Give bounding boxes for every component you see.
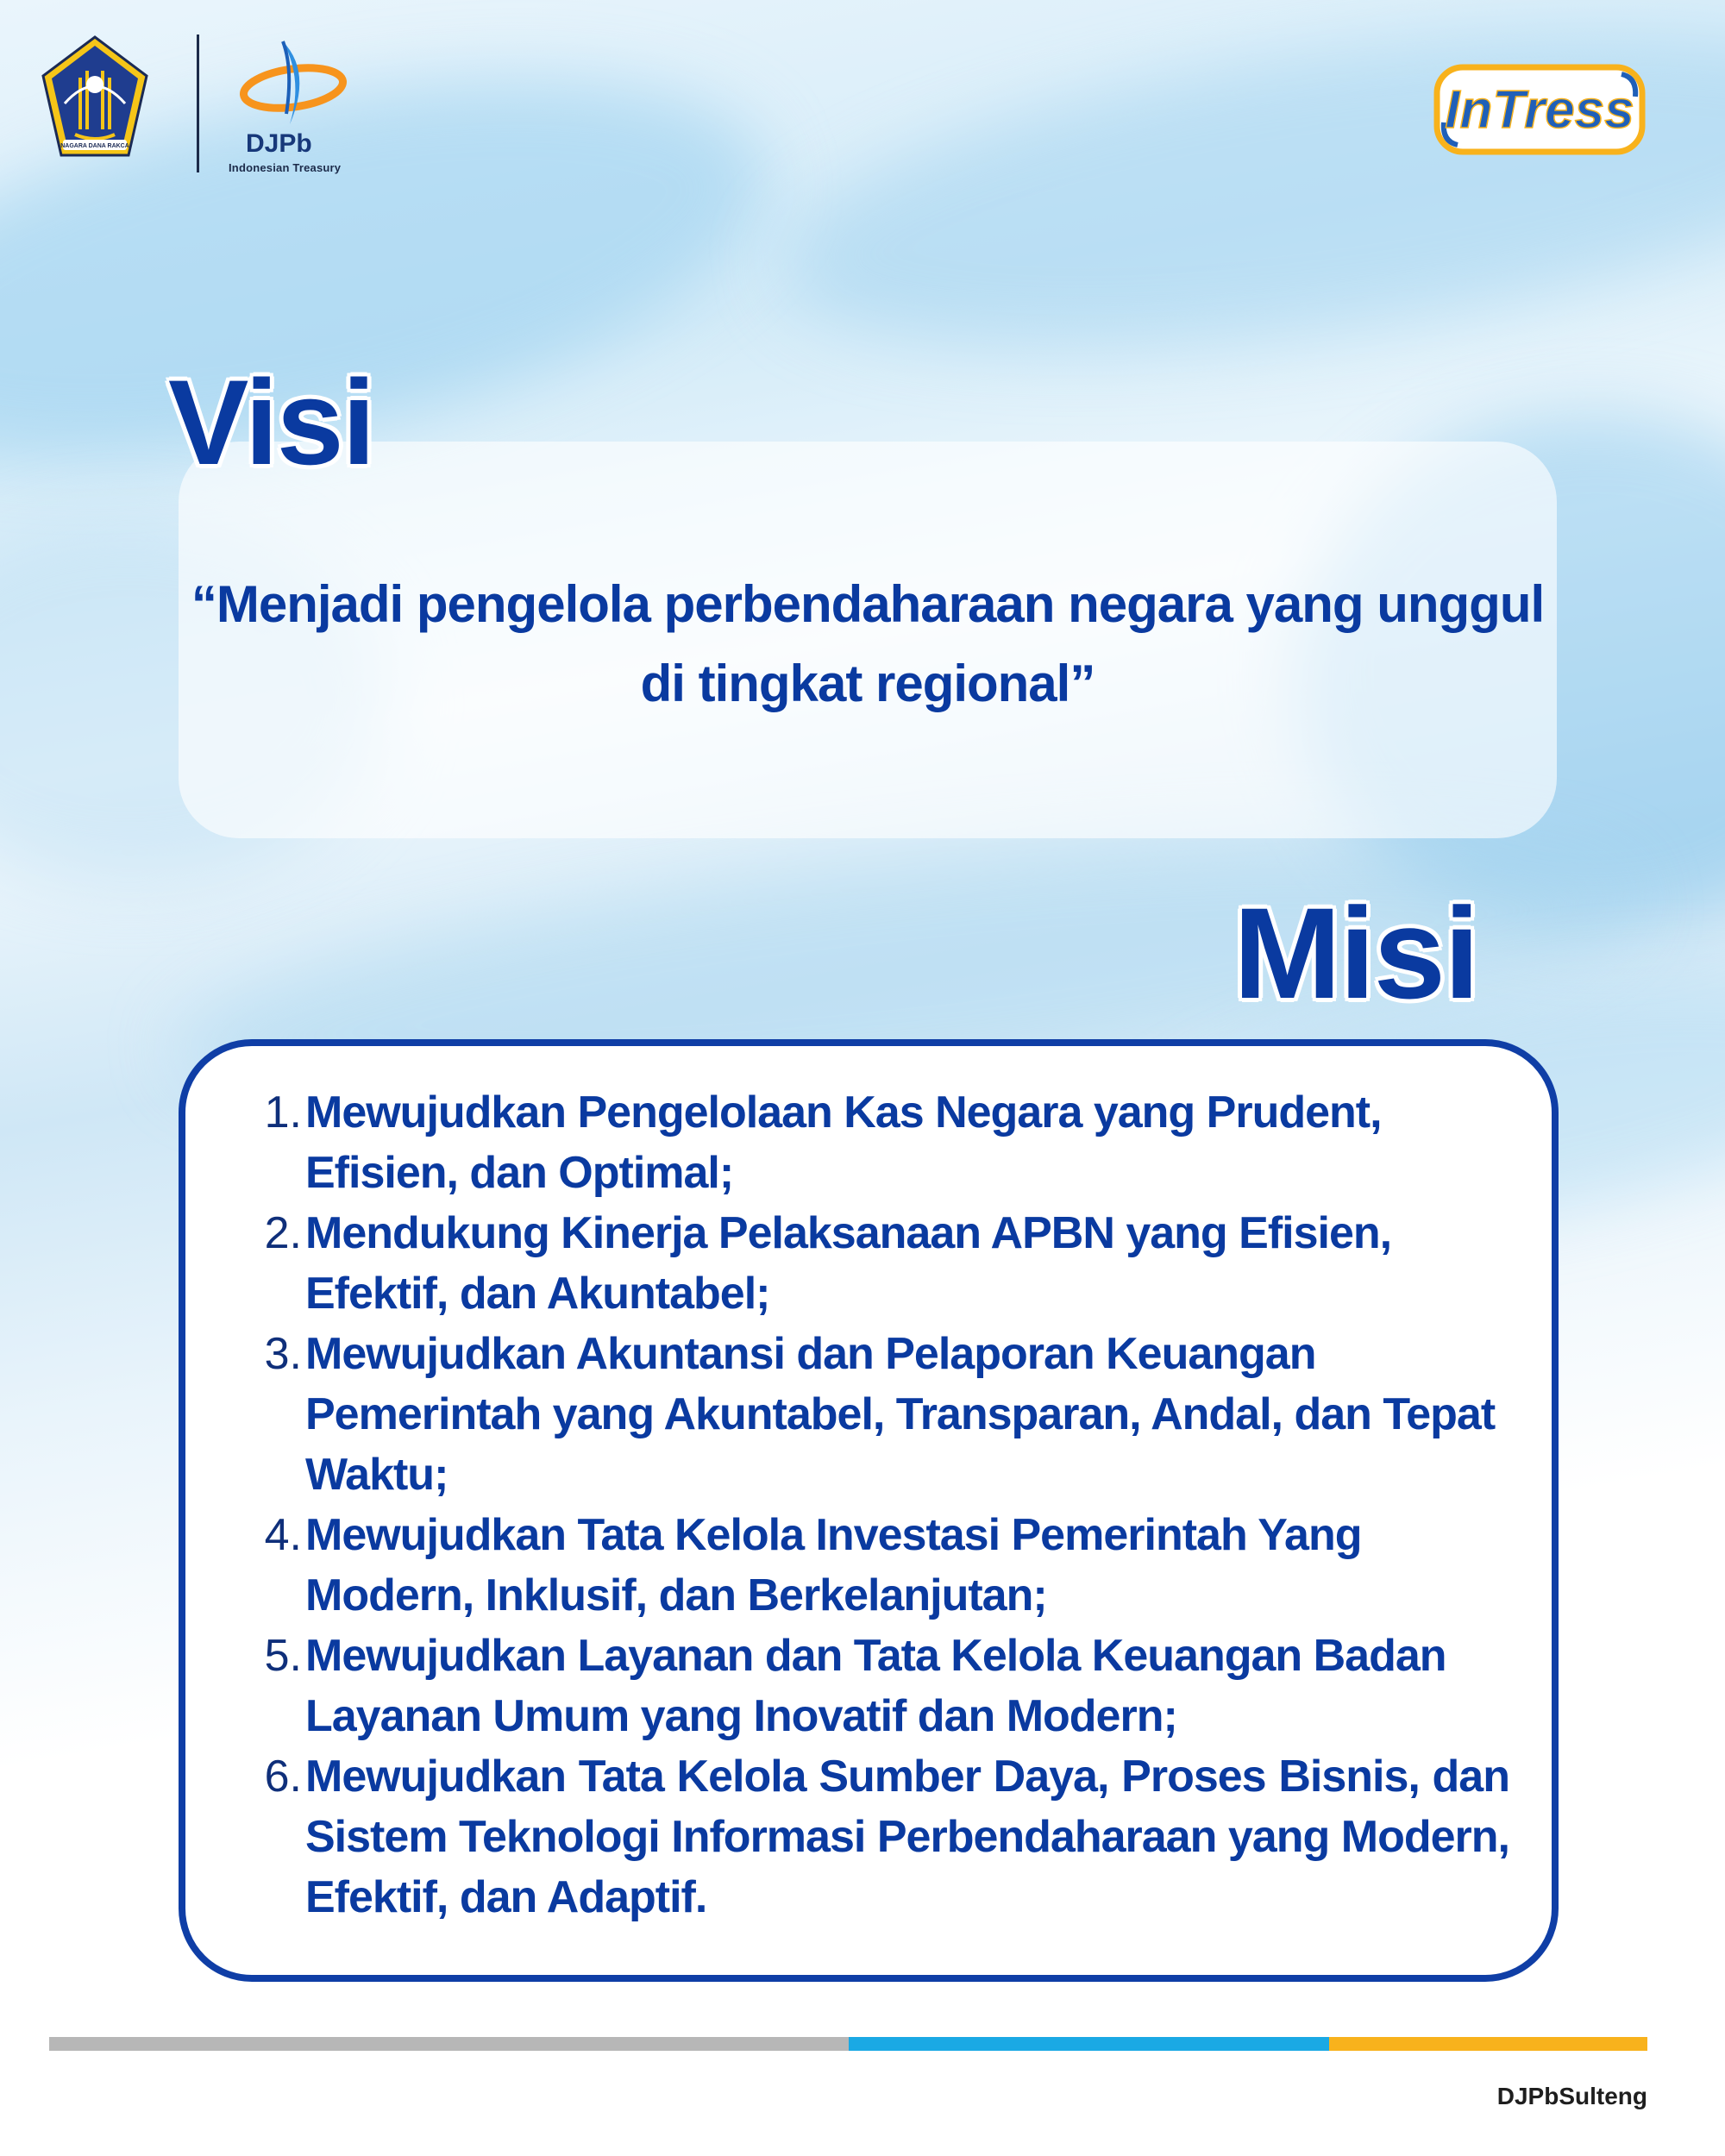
djpb-tagline: Indonesian Treasury [229, 161, 342, 174]
header-divider [197, 34, 199, 172]
misi-item [250, 1626, 1509, 1746]
misi-item-text: Mewujudkan Layanan dan Tata Kelola Keuangan Badan Layanan Umum yang Inovatif dan Modern; [305, 1631, 1446, 1741]
visi-heading: Visi [168, 354, 374, 490]
footer-bar-yellow [1329, 2037, 1647, 2051]
svg-text:InTress: InTress [1445, 80, 1634, 140]
misi-item-text: Mewujudkan Tata Kelola Investasi Pemerintah Yang Modern, Inklusif, dan Berkelanjutan; [305, 1510, 1362, 1620]
misi-item-text: Mewujudkan Tata Kelola Sumber Daya, Proses Bisnis, dan Sistem Teknologi Informasi Perbendaharaan yang Modern, Efektif, dan Adaptif. [305, 1752, 1509, 1922]
svg-text:NAGARA DANA RAKCA: NAGARA DANA RAKCA [60, 143, 129, 149]
misi-item-number: 4. [264, 1510, 302, 1560]
visi-statement: “Menjadi pengelola perbendaharaan negara yang unggul di tingkat regional” [191, 575, 1545, 712]
djpb-logo-mark [233, 34, 354, 129]
misi-item-number: 6. [264, 1752, 302, 1802]
misi-item [250, 1082, 1509, 1203]
footer-handle: DJPbSulteng [1496, 2083, 1647, 2109]
misi-item-number: 3. [264, 1329, 302, 1379]
footer-color-bar [49, 2037, 1647, 2051]
misi-item-text: Mewujudkan Akuntansi dan Pelaporan Keuangan Pemerintah yang Akuntabel, Transparan, Andal, dan Tepat Waktu; [305, 1329, 1496, 1500]
intress-logo [1432, 62, 1647, 157]
misi-list [250, 1082, 1509, 1927]
misi-item [250, 1505, 1509, 1626]
header [0, 0, 1725, 190]
misi-item [250, 1203, 1509, 1324]
misi-item [250, 1324, 1509, 1505]
misi-item [250, 1746, 1509, 1927]
misi-item-text: Mewujudkan Pengelolaan Kas Negara yang Prudent, Efisien, dan Optimal; [305, 1087, 1382, 1198]
misi-item-number: 1. [264, 1087, 302, 1138]
djpb-name: DJPb [246, 129, 312, 158]
misi-item-number: 5. [264, 1631, 302, 1681]
misi-heading: Misi [1233, 881, 1478, 1025]
kemenkeu-logo [39, 34, 151, 160]
footer-bar-gray [49, 2037, 849, 2051]
misi-item-text: Mendukung Kinerja Pelaksanaan APBN yang Efisien, Efektif, dan Akuntabel; [305, 1208, 1392, 1319]
footer-bar-blue [849, 2037, 1329, 2051]
misi-item-number: 2. [264, 1208, 302, 1258]
